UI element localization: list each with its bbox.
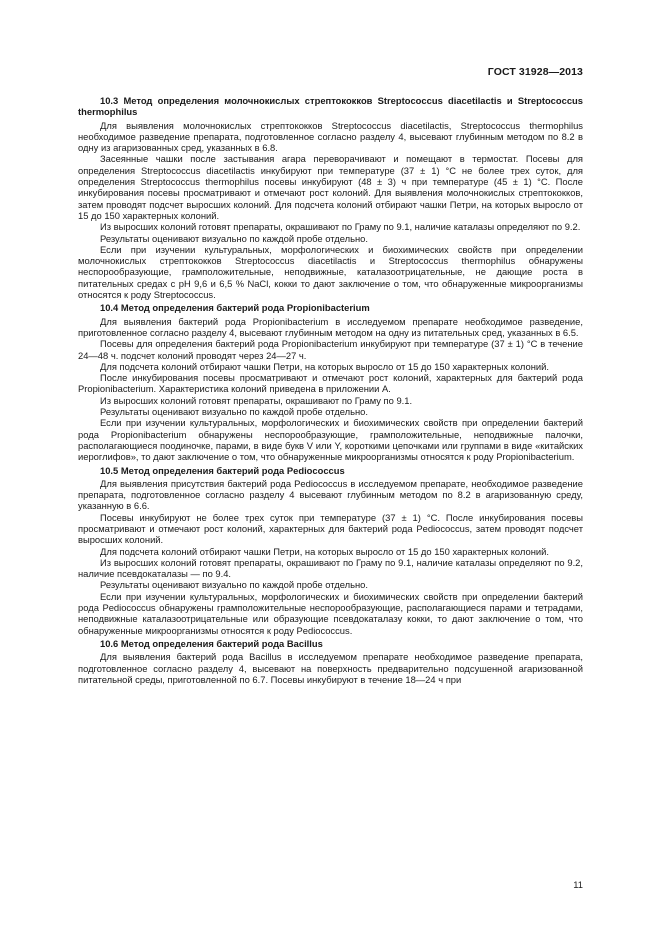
paragraph: Результаты оценивают визуально по каждой пробе отдельно. — [100, 406, 368, 418]
paragraph: Посевы для определения бактерий рода Propionibacterium инкубируют при температуре (37 ± 1) °С в течение 24—48 ч. подсчет колоний проводят через 24—27 ч. — [78, 338, 583, 361]
section-heading-10-5: 10.5 Метод определения бактерий рода Pediococcus — [100, 464, 345, 476]
paragraph: Результаты оценивают визуально по каждой пробе отдельно. — [100, 579, 368, 591]
paragraph: Для подсчета колоний отбирают чашки Петри, на которых выросло от 15 до 150 характерных колоний. — [100, 360, 549, 372]
paragraph: Для выявления бактерий рода Bacillus в исследуемом препарате необходимое разведение препарата, подготовленное согласно разделу 4, высевают на поверхность предварительно подсушенной агаризованной питательной среды, приготовленной по 6.7. Посевы инкубируют в течение 18—24 ч при — [78, 651, 583, 685]
paragraph: Если при изучении культуральных, морфологических и биохимических свойств при определении молочнокислых стрептококков Streptococcus diacetilactis и Streptococcus thermophilus обнаружены неспорообразующие, грамположительные, неподвижные, каталазоотрицательные, не дающие роста в питательных средах с pH 9,6 и 6,5 % NaCl, кокки то дают заключение о том, что обнаруженные микроорганизмы относятся к роду Streptococcus. — [78, 243, 583, 301]
paragraph: Для выявления молочнокислых стрептококков Streptococcus diacetilactis, Streptococcus thermophilus необходимое разведение препарата, подготовленное согласно разделу 4, высевают глубинным методом по 8.2 в одну из агаризованных сред, указанных в 6.8. — [78, 119, 583, 154]
section-heading-10-3: 10.3 Метод определения молочнокислых стрептококков Streptococcus diacetilactis и Streptococcus thermophilus — [78, 95, 583, 118]
paragraph: Из выросших колоний готовят препараты, окрашивают по Граму по 9.1, наличие каталазы определяют по 9.2. — [100, 221, 581, 233]
standard-code: ГОСТ 31928—2013 — [487, 66, 583, 78]
section-heading-10-4: 10.4 Метод определения бактерий рода Propionibacterium — [100, 302, 370, 314]
paragraph: Из выросших колоний готовят препараты, окрашивают по Граму по 9.1, наличие каталазы определяют по 9.2, наличие псевдокаталазы — по 9.4. — [78, 556, 583, 580]
section-heading-10-6: 10.6 Метод определения бактерий рода Bacillus — [100, 637, 323, 649]
document-body — [78, 95, 583, 685]
paragraph: Для выявления присутствия бактерий рода Pediococcus в исследуемом препарате, необходимое разведение препарата, подготовленное согласно разделу 4 высевают глубинным методом по 8.2 в агаризованную среду, указанную в 6.6. — [78, 477, 583, 512]
paragraph: Если при изучении культуральных, морфологических и биохимических свойств при определении бактерий рода Propionibacterium обнаружены неспорообразующие, грамположительные, неподвижные палочки, располагающиеся поодиночке, парами, в виде букв V или Y, короткими цепочками или группами в виде «китайских иероглифов», то дают заключение о том, что обнаруженные микроорганизмы относятся к роду Propionibacterium. — [78, 417, 583, 463]
paragraph: Результаты оценивают визуально по каждой пробе отдельно. — [100, 232, 368, 244]
paragraph: Засеянные чашки после застывания агара переворачивают и помещают в термостат. Посевы для определения Streptococcus diacetilactis инкубируют при температуре (37 ± 1) °С не более трех суток, для определения Streptococcus thermophilus посевы инкубируют (48 ± 3) ч при температуре (45 ± 1) °С. После инкубирования посевы просматривают и отмечают рост колоний. Для выявления молочнокислых стрептококков, затем проводят подсчет выросших колоний. Для подсчета колоний отбирают чашки Петри, на которых выросло от 15 до 150 характерных колоний. — [78, 153, 583, 221]
paragraph: Из выросших колоний готовят препараты, окрашивают по Граму по 9.1. — [100, 394, 413, 406]
paragraph: Посевы инкубируют не более трех суток при температуре (37 ± 1) °С. После инкубирования посевы просматривают и отмечают рост колоний, характерных для бактерий рода Pediococcus, затем проводят подсчет выросших колоний. — [78, 511, 583, 546]
page-number: 11 — [573, 879, 583, 890]
paragraph: После инкубирования посевы просматривают и отмечают рост колоний, характерных для бактерий рода Propionibacterium. Характеристика колоний приведена в приложении А. — [78, 372, 583, 395]
paragraph: Для подсчета колоний отбирают чашки Петри, на которых выросло от 15 до 150 характерных колоний. — [100, 545, 549, 557]
paragraph: Если при изучении культуральных, морфологических и биохимических свойств при определении бактерий рода Pediococcus обнаружены грамположительные неспорообразующие, располагающиеся парами и тетрадами, неподвижные каталазоотрицательные или образующие псевдокаталазу кокки, то дают заключение о том, что обнаруженные микроорганизмы относятся к роду Pediococcus. — [78, 590, 583, 636]
paragraph: Для выявления бактерий рода Propionibacterium в исследуемом препарате необходимое разведение, приготовленное согласно разделу 4, высевают глубинным методом на одну из питательных сред, указанных в 6.5. — [78, 315, 583, 338]
